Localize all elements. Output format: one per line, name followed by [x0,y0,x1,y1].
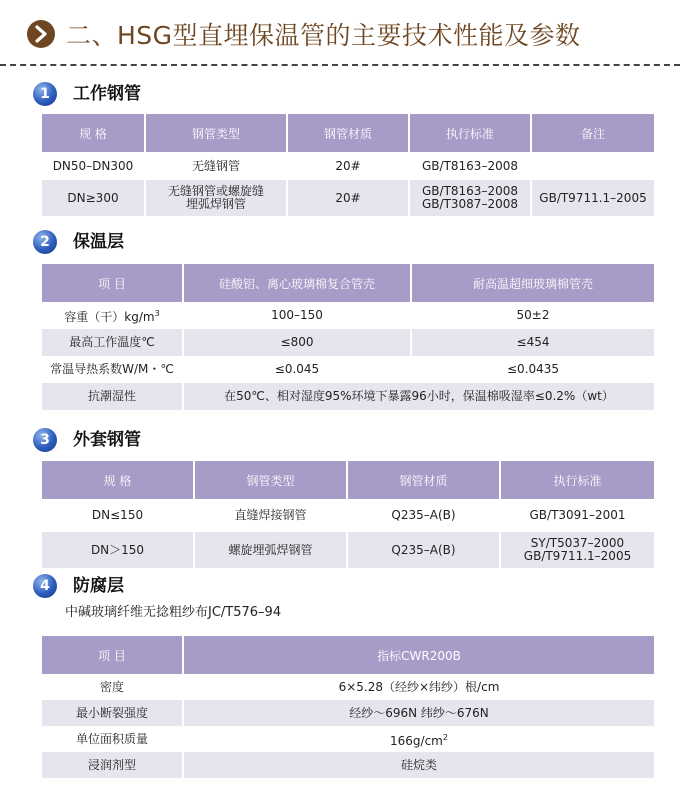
section-title: 防腐层 [73,576,124,596]
column-header: 执行标准 [410,114,532,152]
table-cell: DN≤150 [42,499,195,532]
table-anticorrosion [42,636,654,778]
section-number-badge: 4 [33,574,57,598]
table-cell: DN≥300 [42,180,146,216]
table-cell: 最小断裂强度 [42,700,184,726]
column-header: 钢管类型 [195,461,348,499]
cell-text: 166g/cm [390,733,443,748]
section-title: 保温层 [73,232,124,252]
table-cell: 最高工作温度℃ [42,329,184,356]
column-header: 项 目 [42,636,184,674]
table-cell: 100–150 [184,302,412,329]
table-cell [42,302,184,329]
table-cell: ≤0.045 [184,356,412,383]
chevron-right-icon [27,20,55,48]
table-cell: 直缝焊接钢管 [195,499,348,532]
table-cell: GB/T8163–2008 [410,152,532,180]
section-number-badge: 2 [33,230,57,254]
table-cell: GB/T8163–2008 GB/T3087–2008 [410,180,532,216]
column-header: 钢管材质 [288,114,410,152]
table-outer-pipe [42,461,654,568]
table-cell: 抗潮湿性 [42,383,184,410]
table-cell: 螺旋埋弧焊钢管 [195,532,348,568]
page-header [0,0,680,70]
table-header-row [42,114,654,152]
table-row [42,499,654,532]
table-cell: ≤454 [412,329,654,356]
table-cell: DN50–DN300 [42,152,146,180]
table-header-row [42,461,654,499]
table-header-row [42,264,654,302]
table-row [42,674,654,700]
table-cell: 在50℃、相对湿度95%环境下暴露96小时，保温棉吸湿率≤0.2%（wt） [184,383,654,410]
table-row [42,356,654,383]
table-cell: 50±2 [412,302,654,329]
table-cell: GB/T9711.1–2005 [532,180,654,216]
column-header: 执行标准 [501,461,654,499]
section-number-badge: 3 [33,428,57,452]
table-cell: 硅烷类 [184,752,654,778]
table-work-pipe [42,114,654,216]
superscript: 2 [442,732,448,742]
table-row [42,152,654,180]
table-cell: ≤0.0435 [412,356,654,383]
table-cell: 20# [288,180,410,216]
table-row [42,383,654,410]
table-cell: 浸润剂型 [42,752,184,778]
table-cell: DN＞150 [42,532,195,568]
table-cell: SY/T5037–2000 GB/T9711.1–2005 [501,532,654,568]
table-row [42,302,654,329]
table-cell: 经纱～696N 纬纱～676N [184,700,654,726]
header-dashed-divider [0,64,680,66]
section-number-badge: 1 [33,82,57,106]
table-row [42,726,654,752]
table-cell: 无缝钢管 [146,152,288,180]
column-header: 钢管材质 [348,461,501,499]
table-insulation [42,264,654,410]
column-header: 项 目 [42,264,184,302]
table-cell: 密度 [42,674,184,700]
table-cell: Q235–A(B) [348,499,501,532]
column-header: 硅酸铝、离心玻璃棉复合管壳 [184,264,412,302]
table-cell: GB/T3091–2001 [501,499,654,532]
section-title: 工作钢管 [73,84,141,104]
table-cell: ≤800 [184,329,412,356]
table-header-row [42,636,654,674]
column-header: 钢管类型 [146,114,288,152]
table-row [42,532,654,568]
table-cell [184,726,654,752]
section-title: 外套钢管 [73,430,141,450]
section-subtitle: 中碱玻璃纤维无捻粗纱布JC/T576–94 [65,605,282,620]
column-header: 耐高温超细玻璃棉管壳 [412,264,654,302]
table-cell: 单位面积质量 [42,726,184,752]
table-row [42,700,654,726]
table-cell: 6×5.28（经纱×纬纱）根/cm [184,674,654,700]
table-cell: 20# [288,152,410,180]
table-row [42,329,654,356]
column-header: 规 格 [42,461,195,499]
table-row [42,752,654,778]
cell-text: 容重（干）kg/m [64,310,155,324]
table-row [42,180,654,216]
table-cell: 常温导热系数W/M・℃ [42,356,184,383]
page-title: 二、HSG型直埋保温管的主要技术性能及参数 [66,21,581,50]
table-cell: 无缝钢管或螺旋缝 埋弧焊钢管 [146,180,288,216]
table-cell: Q235–A(B) [348,532,501,568]
column-header: 备注 [532,114,654,152]
table-cell [532,152,654,180]
superscript: 3 [154,309,160,318]
column-header: 指标CWR200B [184,636,654,674]
column-header: 规 格 [42,114,146,152]
